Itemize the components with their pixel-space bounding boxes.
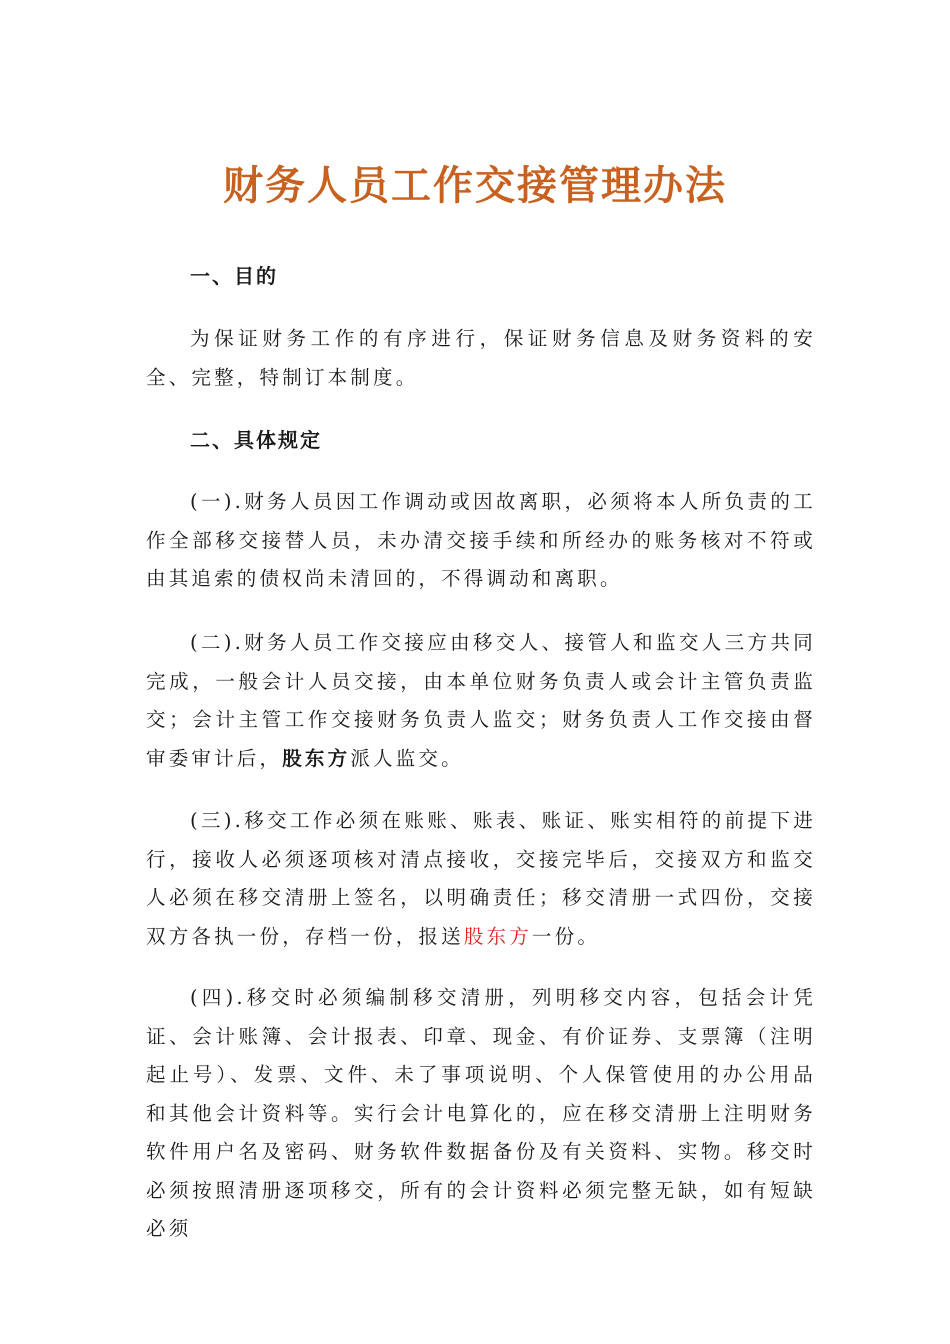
document-title: 财务人员工作交接管理办法 [223,163,727,209]
rule-3-text-after: 一份。 [531,924,601,948]
rule-3-highlight: 股东方 [463,924,532,948]
rule-paragraph-3 [146,802,816,956]
section-heading-rules: 二、具体规定 [190,428,322,452]
rule-paragraph-2 [146,624,816,778]
rule-paragraph-4: (四).移交时必须编制移交清册，列明移交内容，包括会计凭证、会计账簿、会计报表、印章、现金、有价证券、支票簿（注明起止号）、发票、文件、未了事项说明、个人保管使用的办公用品和其他会计资料等。实行会计电算化的，应在移交清册上注明财务软件用户名及密码、财务软件数据备份及有关资料、实物。移交时必须按照清册逐项移交，所有的会计资料必须完整无缺，如有短缺必须 [146,986,816,1240]
rule-paragraph-1: (一).财务人员因工作调动或因故离职，必须将本人所负责的工作全部移交接替人员，未办清交接手续和所经办的账务核对不符或由其追索的债权尚未清回的，不得调动和离职。 [146,490,816,590]
rule-2-text-before: (二).财务人员工作交接应由移交人、接管人和监交人三方共同完成，一般会计人员交接，由本单位财务负责人或会计主管负责监交；会计主管工作交接财务负责人监交；财务负责人工作交接由督审委审计后， [146,631,816,770]
rule-2-text-after: 派人监交。 [350,746,464,770]
rule-2-emphasis: 股东方 [282,746,351,770]
section-heading-purpose: 一、目的 [190,264,278,288]
rule-3-text-before: (三).移交工作必须在账账、账表、账证、账实相符的前提下进行，接收人必须逐项核对清点接收，交接完毕后，交接双方和监交人必须在移交清册上签名，以明确责任；移交清册一式四份，交接双方各执一份，存档一份，报送 [146,809,816,948]
purpose-paragraph: 为保证财务工作的有序进行，保证财务信息及财务资料的安全、完整，特制订本制度。 [146,327,816,389]
